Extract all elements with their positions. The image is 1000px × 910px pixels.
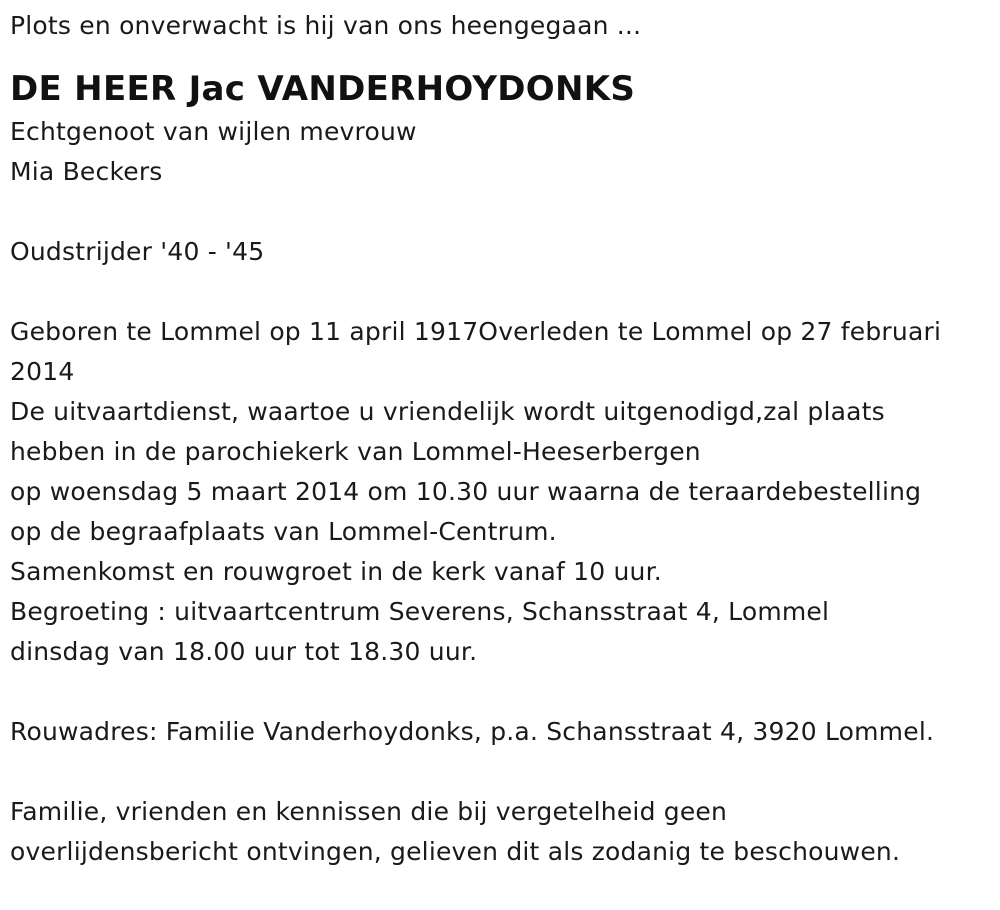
funeral-line: op woensdag 5 maart 2014 om 10.30 uur waarna de teraardebestelling bbox=[10, 477, 922, 506]
closing-line: Familie, vrienden en kennissen die bij vergetelheid geen bbox=[10, 797, 728, 826]
visitation-time-line: dinsdag van 18.00 uur tot 18.30 uur. bbox=[10, 637, 478, 666]
funeral-line: op de begraafplaats van Lommel-Centrum. bbox=[10, 517, 557, 546]
visitation-line: Begroeting : uitvaartcentrum Severens, Schansstraat 4, Lommel bbox=[10, 597, 830, 626]
funeral-line: De uitvaartdienst, waartoe u vriendelijk wordt uitgenodigd,zal plaats bbox=[10, 397, 885, 426]
veteran-line: Oudstrijder '40 - '45 bbox=[10, 237, 265, 266]
obituary-notice bbox=[10, 6, 985, 872]
spacer bbox=[10, 752, 985, 792]
spacer bbox=[10, 672, 985, 712]
spacer bbox=[10, 46, 985, 66]
funeral-line: hebben in de parochiekerk van Lommel-Heeserbergen bbox=[10, 437, 701, 466]
spouse-line: Echtgenoot van wijlen mevrouw bbox=[10, 117, 417, 146]
intro-text: Plots en onverwacht is hij van ons heengegaan ... bbox=[10, 11, 642, 40]
gathering-line: Samenkomst en rouwgroet in de kerk vanaf 10 uur. bbox=[10, 557, 662, 586]
spacer bbox=[10, 272, 985, 312]
closing-line: overlijdensbericht ontvingen, gelieven dit als zodanig te beschouwen. bbox=[10, 837, 901, 866]
spouse-name: Mia Beckers bbox=[10, 157, 163, 186]
deceased-name-heading: DE HEER Jac VANDERHOYDONKS bbox=[10, 69, 636, 109]
mourning-address: Rouwadres: Familie Vanderhoydonks, p.a. Schansstraat 4, 3920 Lommel. bbox=[10, 717, 935, 746]
birth-death-line-continued: 2014 bbox=[10, 357, 75, 386]
spacer bbox=[10, 192, 985, 232]
birth-death-line: Geboren te Lommel op 11 april 1917Overleden te Lommel op 27 februari bbox=[10, 317, 942, 346]
